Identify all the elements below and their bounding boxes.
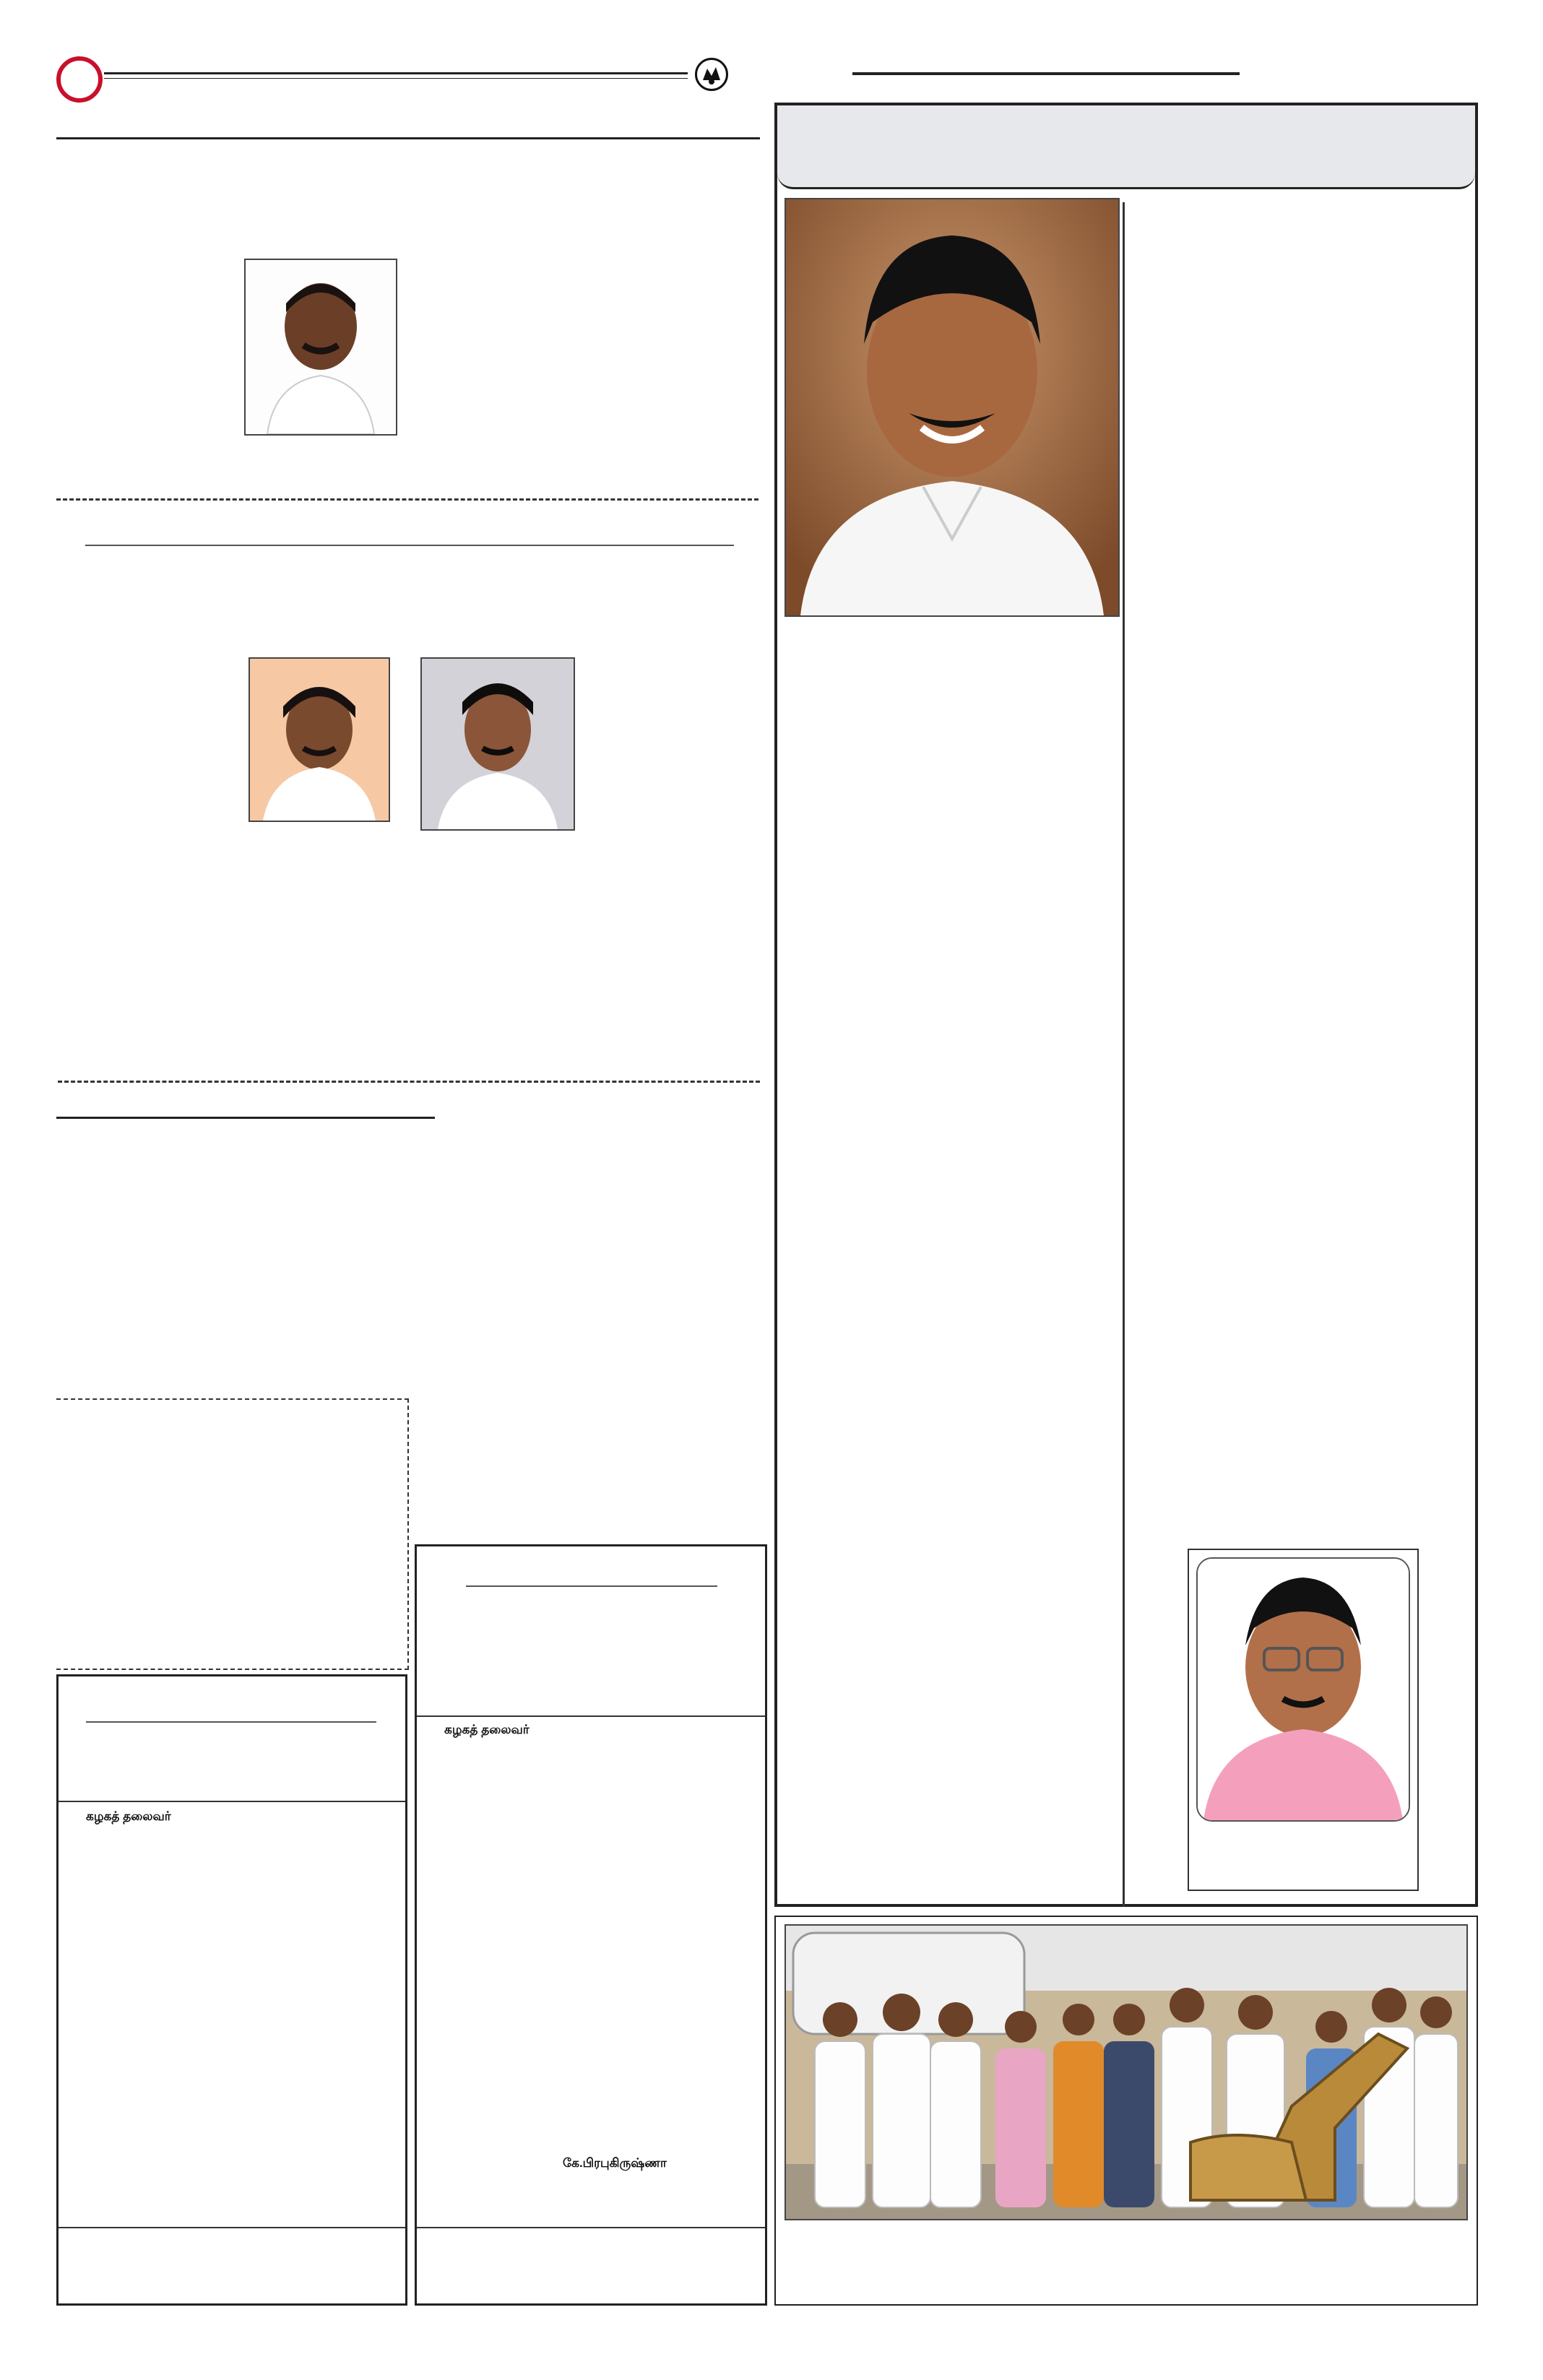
portrait-photo-1 xyxy=(244,259,397,436)
headline-rule xyxy=(85,545,734,546)
feature-header-band xyxy=(777,105,1475,189)
notice-box-a xyxy=(56,1674,407,2306)
section-divider-dashed-2 xyxy=(58,1081,760,1083)
inset-portrait-frame xyxy=(1188,1549,1419,1891)
notice-box-b-footer-rule xyxy=(417,2227,765,2228)
notice-box-b-signature-label: கழகத் தலைவர் xyxy=(444,1723,530,1736)
portrait-photo-2 xyxy=(248,657,390,822)
inset-portrait-photo xyxy=(1196,1557,1410,1822)
page-number-badge xyxy=(56,56,103,103)
feature-panel xyxy=(774,103,1478,1907)
notice-box-a-signature-label: கழகத் தலைவர் xyxy=(86,1809,171,1823)
notice-box-b-header-rule xyxy=(417,1715,765,1717)
main-portrait-photo xyxy=(785,198,1120,617)
notice-box-a-title-rule xyxy=(86,1721,376,1723)
right-header-rule xyxy=(852,72,1240,75)
dotted-panel xyxy=(56,1398,409,1670)
notice-box-b-signatory-name: கே.பிரபுகிருஷ்ணா xyxy=(563,2156,667,2170)
party-logo-icon xyxy=(695,58,728,91)
notice-box-a-footer-rule xyxy=(59,2227,405,2228)
portrait-photo-3 xyxy=(420,657,575,831)
subheading-rule xyxy=(56,1117,435,1119)
notice-box-b-title-rule xyxy=(466,1585,717,1587)
notice-box-b xyxy=(415,1544,767,2306)
group-photo xyxy=(785,1924,1468,2220)
header-rule xyxy=(104,72,688,74)
section-divider xyxy=(56,137,760,139)
notice-box-a-header-rule xyxy=(59,1801,405,1802)
group-photo-panel xyxy=(774,1916,1478,2306)
section-divider-dashed xyxy=(56,498,758,501)
feature-column-divider xyxy=(1123,202,1125,1907)
header-rule-secondary xyxy=(104,78,688,79)
